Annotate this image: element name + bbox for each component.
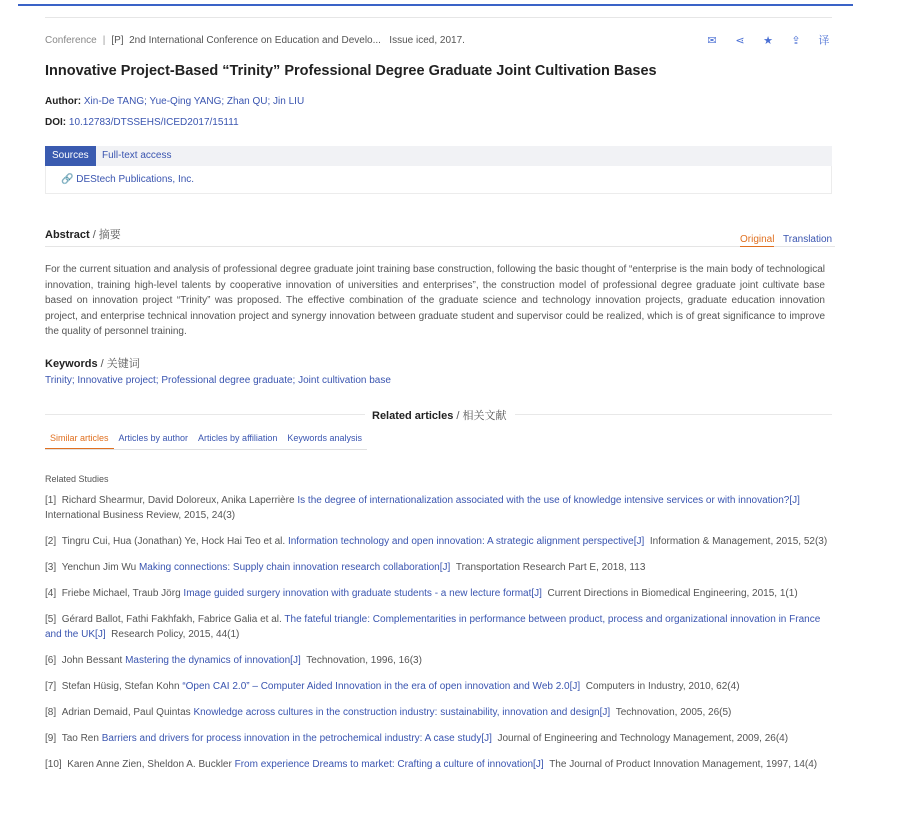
ref-authors: John Bessant	[61, 655, 123, 666]
ref-number: [9]	[45, 733, 57, 744]
ref-title-link[interactable]: Information technology and open innovation: A strategic alignment perspective[J]	[287, 536, 645, 547]
ref-source: Technovation, 1996, 16(3)	[306, 655, 422, 666]
pub-type: Conference	[45, 35, 97, 46]
ref-source: Current Directions in Biomedical Engineering, 2015, 1(1)	[547, 588, 798, 599]
toolbar	[705, 33, 831, 47]
sources-tabbar	[45, 146, 832, 166]
ref-title-link[interactable]: “Open CAI 2.0” – Computer Aided Innovation in the era of open innovation and Web 2.0[J]	[182, 681, 581, 692]
publisher-link[interactable]	[61, 174, 194, 185]
translate-icon[interactable]: 译	[818, 35, 830, 47]
star-icon[interactable]: ★	[763, 34, 773, 47]
share-icon[interactable]: ⋖	[735, 34, 745, 47]
ref-authors: Richard Shearmur, David Doloreux, Anika Laperrière	[61, 495, 295, 506]
abstract-text: For the current situation and analysis of professional degree graduate joint training base construction, following the basic thought of “enterprise is the main body of technological innovation, training high-level talents by cooperative innovation of universities and enterprises”, the construction model of professional degree graduate joint cultivate base based on innovation project “Trinity” was proposed. The effective combination of the graduate science and technology innovation projects, graduate education innovation project, and enterprise technical innovation project and synergy innovation between graduate student and supervisor could be realized, which is of great significance to improve the quality of personnel training.	[45, 264, 825, 337]
issue-info: Issue iced, 2017.	[389, 35, 465, 46]
ref-title-link[interactable]: From experience Dreams to market: Crafting a culture of innovation[J]	[234, 759, 544, 770]
reference-item	[45, 705, 835, 720]
related-tabs	[45, 433, 367, 450]
translation-toggle[interactable]: Translation	[783, 234, 833, 245]
reference-item	[45, 534, 835, 549]
ref-number: [7]	[45, 681, 57, 692]
keywords-heading-en: Keywords	[45, 358, 98, 370]
ref-title-link[interactable]: The fateful triangle: Complementarities in performance between product, process and organizational innovation in France and the UK[J]	[45, 614, 821, 640]
tab-fulltext-access[interactable]: Full-text access	[102, 150, 172, 161]
conference-name[interactable]: 2nd International Conference on Education and Develo...	[129, 35, 381, 46]
keywords-heading-zh: / 关键词	[100, 358, 140, 370]
reference-item	[45, 757, 835, 772]
related-heading-zh: / 相关文献	[456, 410, 507, 422]
ref-number: [2]	[45, 536, 57, 547]
ref-source: Transportation Research Part E, 2018, 113	[455, 562, 646, 573]
ref-authors: Yenchun Jim Wu	[61, 562, 137, 573]
ref-authors: Gérard Ballot, Fathi Fakhfakh, Fabrice Galia et al.	[61, 614, 282, 625]
ref-number: [6]	[45, 655, 57, 666]
reference-item	[45, 731, 835, 746]
meta-divider	[45, 17, 832, 18]
ref-number: [10]	[45, 759, 62, 770]
ref-title-link[interactable]: Knowledge across cultures in the construction industry: sustainability, innovation and design[J]	[193, 707, 611, 718]
ref-source: The Journal of Product Innovation Management, 1997, 14(4)	[549, 759, 818, 770]
tab-articles-by-author[interactable]: Articles by author	[118, 433, 189, 443]
ref-source: Journal of Engineering and Technology Management, 2009, 26(4)	[497, 733, 789, 744]
ref-authors: Karen Anne Zien, Sheldon A. Buckler	[67, 759, 232, 770]
ref-number: [8]	[45, 707, 57, 718]
ref-source: Research Policy, 2015, 44(1)	[111, 629, 240, 640]
reference-item	[45, 586, 835, 601]
export-icon[interactable]: ⇪	[791, 34, 801, 47]
author-links[interactable]: Xin-De TANG; Yue-Qing YANG; Zhan QU; Jin LIU	[83, 96, 305, 107]
author-label: Author:	[45, 96, 82, 107]
ref-number: [5]	[45, 614, 57, 625]
ref-title-link[interactable]: Image guided surgery innovation with graduate students - a new lecture format[J]	[183, 588, 542, 599]
ref-authors: Tingru Cui, Hua (Jonathan) Ye, Hock Hai Teo et al.	[61, 536, 286, 547]
ref-title-link[interactable]: Mastering the dynamics of innovation[J]	[125, 655, 301, 666]
abstract-divider	[45, 246, 835, 247]
original-toggle[interactable]: Original	[740, 234, 775, 245]
abstract-heading-zh: / 摘要	[92, 229, 121, 241]
ref-title-link[interactable]: Is the degree of internationalization associated with the use of knowledge intensive services or with innovation?[J]	[297, 495, 800, 506]
mail-icon[interactable]: ✉	[707, 34, 717, 47]
abstract-heading	[45, 226, 121, 242]
article-title: Innovative Project-Based “Trinity” Professional Degree Graduate Joint Cultivation Bases	[45, 63, 657, 79]
ref-number: [1]	[45, 495, 57, 506]
doi-row	[45, 117, 239, 128]
ref-source: Information & Management, 2015, 52(3)	[649, 536, 828, 547]
reference-item	[45, 493, 835, 523]
pub-tag: [P]	[111, 35, 124, 46]
related-divider-right	[515, 414, 832, 415]
ref-title-link[interactable]: Barriers and drivers for process innovation in the petrochemical industry: A case study[J]	[101, 733, 492, 744]
publisher-name: DEStech Publications, Inc.	[76, 174, 195, 185]
tab-articles-by-affiliation[interactable]: Articles by affiliation	[198, 433, 278, 443]
ref-source: International Business Review, 2015, 24(3)	[45, 510, 236, 521]
related-divider-left	[45, 414, 365, 415]
abstract-heading-en: Abstract	[45, 229, 90, 241]
keywords-heading	[45, 355, 140, 371]
tab-sources[interactable]: Sources	[45, 146, 96, 166]
related-studies-label: Related Studies	[45, 474, 109, 484]
sources-panel	[45, 166, 832, 194]
reference-item	[45, 560, 835, 575]
top-accent-bar	[18, 4, 853, 6]
publication-meta: Conference | [P] 2nd International Conference on Education and Develo... Issue iced, 2017.	[45, 35, 465, 46]
doi-label: DOI:	[45, 117, 67, 128]
tab-keywords-analysis[interactable]: Keywords analysis	[287, 433, 362, 443]
keywords-list[interactable]: Trinity; Innovative project; Professional degree graduate; Joint cultivation base	[45, 375, 391, 386]
ref-source: Technovation, 2005, 26(5)	[615, 707, 732, 718]
reference-list	[45, 493, 835, 783]
ref-title-link[interactable]: Making connections: Supply chain innovation research collaboration[J]	[138, 562, 451, 573]
ref-source: Computers in Industry, 2010, 62(4)	[585, 681, 740, 692]
reference-item	[45, 679, 835, 694]
author-row	[45, 96, 304, 107]
reference-item	[45, 612, 835, 642]
related-heading-en: Related articles	[372, 410, 454, 422]
link-icon: 🔗	[61, 174, 74, 185]
ref-authors: Stefan Hüsig, Stefan Kohn	[61, 681, 180, 692]
doi-link[interactable]: 10.12783/DTSSEHS/ICED2017/15111	[68, 117, 239, 128]
ref-authors: Friebe Michael, Traub Jörg	[61, 588, 181, 599]
tab-similar-articles[interactable]: Similar articles	[45, 433, 114, 449]
ref-authors: Tao Ren	[61, 733, 99, 744]
reference-item	[45, 653, 835, 668]
ref-number: [4]	[45, 588, 57, 599]
ref-number: [3]	[45, 562, 57, 573]
ref-authors: Adrian Demaid, Paul Quintas	[61, 707, 191, 718]
related-heading	[368, 407, 511, 423]
